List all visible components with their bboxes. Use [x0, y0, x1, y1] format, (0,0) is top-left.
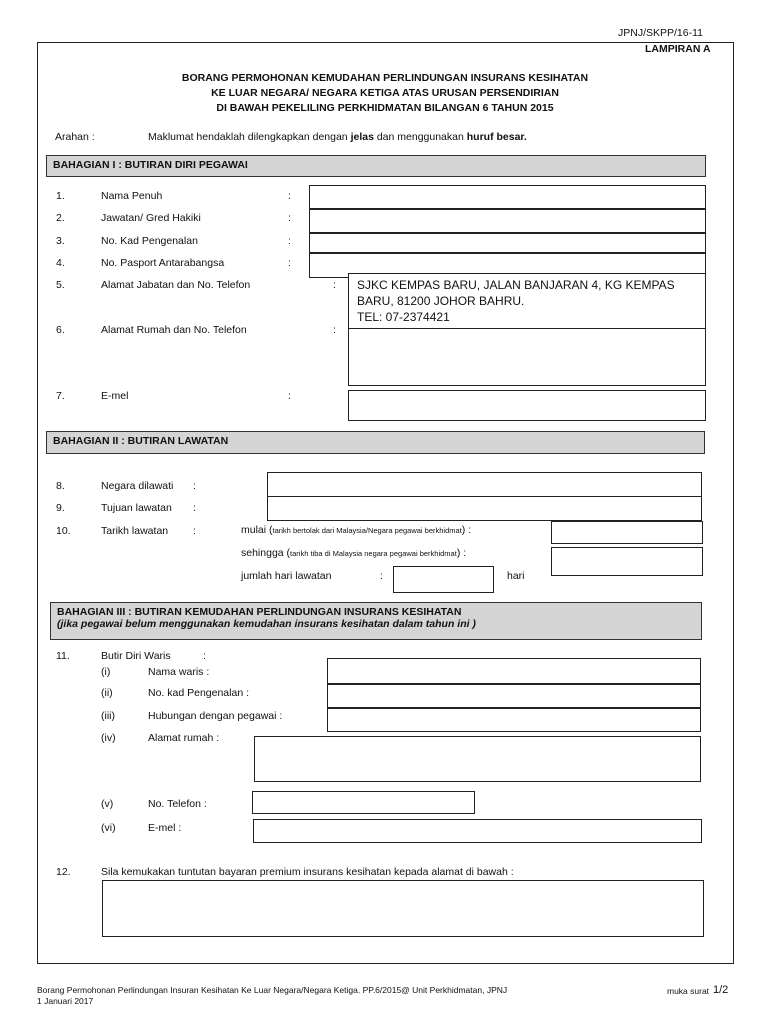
mulai-label — [241, 524, 471, 536]
nama-waris-input[interactable] — [327, 658, 701, 684]
field-11-colon: : — [203, 650, 206, 662]
instruction-bold-b: huruf besar. — [466, 131, 527, 143]
waris-3-number: (iii) — [101, 710, 115, 722]
instruction-label: Arahan : — [55, 131, 95, 143]
waris-2-number: (ii) — [101, 687, 113, 699]
field-2-label: Jawatan/ Gred Hakiki — [101, 212, 201, 224]
waris-1-number: (i) — [101, 666, 111, 678]
field-1-colon: : — [288, 190, 291, 202]
field-1-label: Nama Penuh — [101, 190, 163, 202]
waris-5-label: No. Telefon : — [148, 798, 207, 810]
alamat-jabatan-input[interactable] — [348, 273, 706, 329]
document-reference-code: JPNJ/SKPP/16-11 — [618, 27, 704, 39]
emel-waris-input[interactable] — [253, 819, 702, 843]
telefon-waris-input[interactable] — [252, 791, 475, 814]
sehingga-note: tarikh tiba di Malaysia negara pegawai berkhidmat — [290, 549, 457, 558]
instruction-text-a: Maklumat hendaklah dilengkapkan dengan — [148, 131, 351, 143]
nama-penuh-input[interactable] — [309, 185, 706, 209]
kad-pengenalan-waris-input[interactable] — [327, 684, 701, 708]
waris-4-number: (iv) — [101, 732, 116, 744]
field-9-number: 9. — [56, 502, 65, 514]
waris-4-label: Alamat rumah : — [148, 732, 220, 744]
field-5-label: Alamat Jabatan dan No. Telefon — [101, 279, 251, 291]
instruction-text-b: dan menggunakan — [373, 131, 467, 143]
field-8-colon: : — [193, 480, 196, 492]
field-2-number: 2. — [56, 212, 65, 224]
alamat-tuntutan-input[interactable] — [102, 880, 704, 937]
waris-5-number: (v) — [101, 798, 114, 810]
field-7-colon: : — [288, 390, 291, 402]
office-address-line-1: SJKC KEMPAS BARU, JALAN BANJARAN 4, KG KEMPAS — [357, 278, 675, 292]
field-2-colon: : — [288, 212, 291, 224]
field-12-label: Sila kemukakan tuntutan bayaran premium insurans kesihatan kepada alamat di bawah : — [101, 866, 514, 878]
field-10-number: 10. — [56, 525, 71, 537]
footer-text: Borang Permohonan Perlindungan Insuran Kesihatan Ke Luar Negara/Negara Ketiga. PP.6/2015@ Unit Perkhidmatan, JPNJ — [37, 985, 508, 995]
waris-6-label: E-mel : — [148, 822, 182, 834]
form-title-line-2: KE LUAR NEGARA/ NEGARA KETIGA ATAS URUSAN PERSENDIRIAN — [211, 87, 559, 99]
field-10-label: Tarikh lawatan — [101, 525, 169, 537]
tarikh-mulai-input[interactable] — [551, 521, 703, 544]
hari-unit: hari — [507, 570, 525, 582]
tarikh-sehingga-input[interactable] — [551, 547, 703, 576]
sehingga-text: sehingga ( — [241, 547, 291, 559]
lampiran-label: LAMPIRAN A — [645, 43, 711, 55]
form-title-line-1: BORANG PERMOHONAN KEMUDAHAN PERLINDUNGAN INSURANS KESIHATAN — [181, 72, 589, 84]
waris-2-label: No. kad Pengenalan : — [148, 687, 249, 699]
sehingga-label — [241, 547, 466, 559]
field-7-number: 7. — [56, 390, 65, 402]
negara-dilawati-input[interactable] — [267, 472, 702, 497]
field-6-number: 6. — [56, 324, 65, 336]
mulai-text: mulai ( — [241, 524, 273, 536]
office-address-line-3: TEL: 07-2374421 — [357, 310, 450, 324]
mulai-end: ) : — [461, 524, 472, 536]
field-11-label: Butir Diri Waris — [101, 650, 171, 662]
office-address-line-2: BARU, 81200 JOHOR BAHRU. — [357, 294, 525, 308]
field-11-number: 11. — [56, 650, 70, 662]
field-10-colon: : — [193, 525, 196, 537]
instruction-bold-a: jelas — [350, 131, 374, 143]
field-1-number: 1. — [56, 190, 65, 202]
field-5-number: 5. — [56, 279, 65, 291]
jumlah-hari-input[interactable] — [393, 566, 494, 593]
page-label: muka surat — [667, 986, 710, 996]
waris-1-label: Nama waris : — [148, 666, 210, 678]
field-6-colon: : — [333, 324, 336, 336]
field-12-number: 12. — [56, 866, 71, 878]
page-number: 1/2 — [713, 984, 729, 996]
tujuan-lawatan-input[interactable] — [267, 496, 702, 521]
jawatan-input[interactable] — [309, 209, 706, 233]
field-8-number: 8. — [56, 480, 65, 492]
alamat-rumah-input[interactable] — [348, 328, 706, 386]
field-9-label: Tujuan lawatan — [101, 502, 172, 514]
field-4-colon: : — [288, 257, 291, 269]
field-5-colon: : — [333, 279, 336, 291]
section-3-heading-box — [50, 602, 702, 640]
sehingga-end: ) : — [456, 547, 467, 559]
field-6-label: Alamat Rumah dan No. Telefon — [101, 324, 247, 336]
form-title-line-3: DI BAWAH PEKELILING PERKHIDMATAN BILANGAN 6 TAHUN 2015 — [216, 102, 554, 114]
footer-date: 1 Januari 2017 — [37, 996, 94, 1006]
field-7-label: E-mel — [101, 390, 129, 402]
alamat-waris-input[interactable] — [254, 736, 701, 782]
waris-3-label: Hubungan dengan pegawai : — [148, 710, 283, 722]
hubungan-input[interactable] — [327, 708, 701, 732]
section-2-heading: BAHAGIAN II : BUTIRAN LAWATAN — [46, 431, 705, 454]
field-3-colon: : — [288, 235, 291, 247]
section-3-heading: BAHAGIAN III : BUTIRAN KEMUDAHAN PERLINDUNGAN INSURANS KESIHATAN — [57, 606, 462, 618]
field-4-number: 4. — [56, 257, 65, 269]
field-3-number: 3. — [56, 235, 65, 247]
section-1-heading: BAHAGIAN I : BUTIRAN DIRI PEGAWAI — [46, 155, 706, 177]
section-3-subheading: (jika pegawai belum menggunakan kemudahan insurans kesihatan dalam tahun ini ) — [57, 618, 476, 630]
kad-pengenalan-input[interactable] — [309, 233, 706, 253]
emel-input[interactable] — [348, 390, 706, 421]
field-3-label: No. Kad Pengenalan — [101, 235, 198, 247]
field-4-label: No. Pasport Antarabangsa — [101, 257, 225, 269]
jumlah-hari-colon: : — [380, 570, 383, 582]
waris-6-number: (vi) — [101, 822, 116, 834]
field-8-label: Negara dilawati — [101, 480, 174, 492]
field-9-colon: : — [193, 502, 196, 514]
jumlah-hari-label: jumlah hari lawatan — [241, 570, 332, 582]
instruction-text — [148, 131, 527, 143]
mulai-note: tarikh bertolak dari Malaysia/Negara pegawai berkhidmat — [272, 526, 462, 535]
